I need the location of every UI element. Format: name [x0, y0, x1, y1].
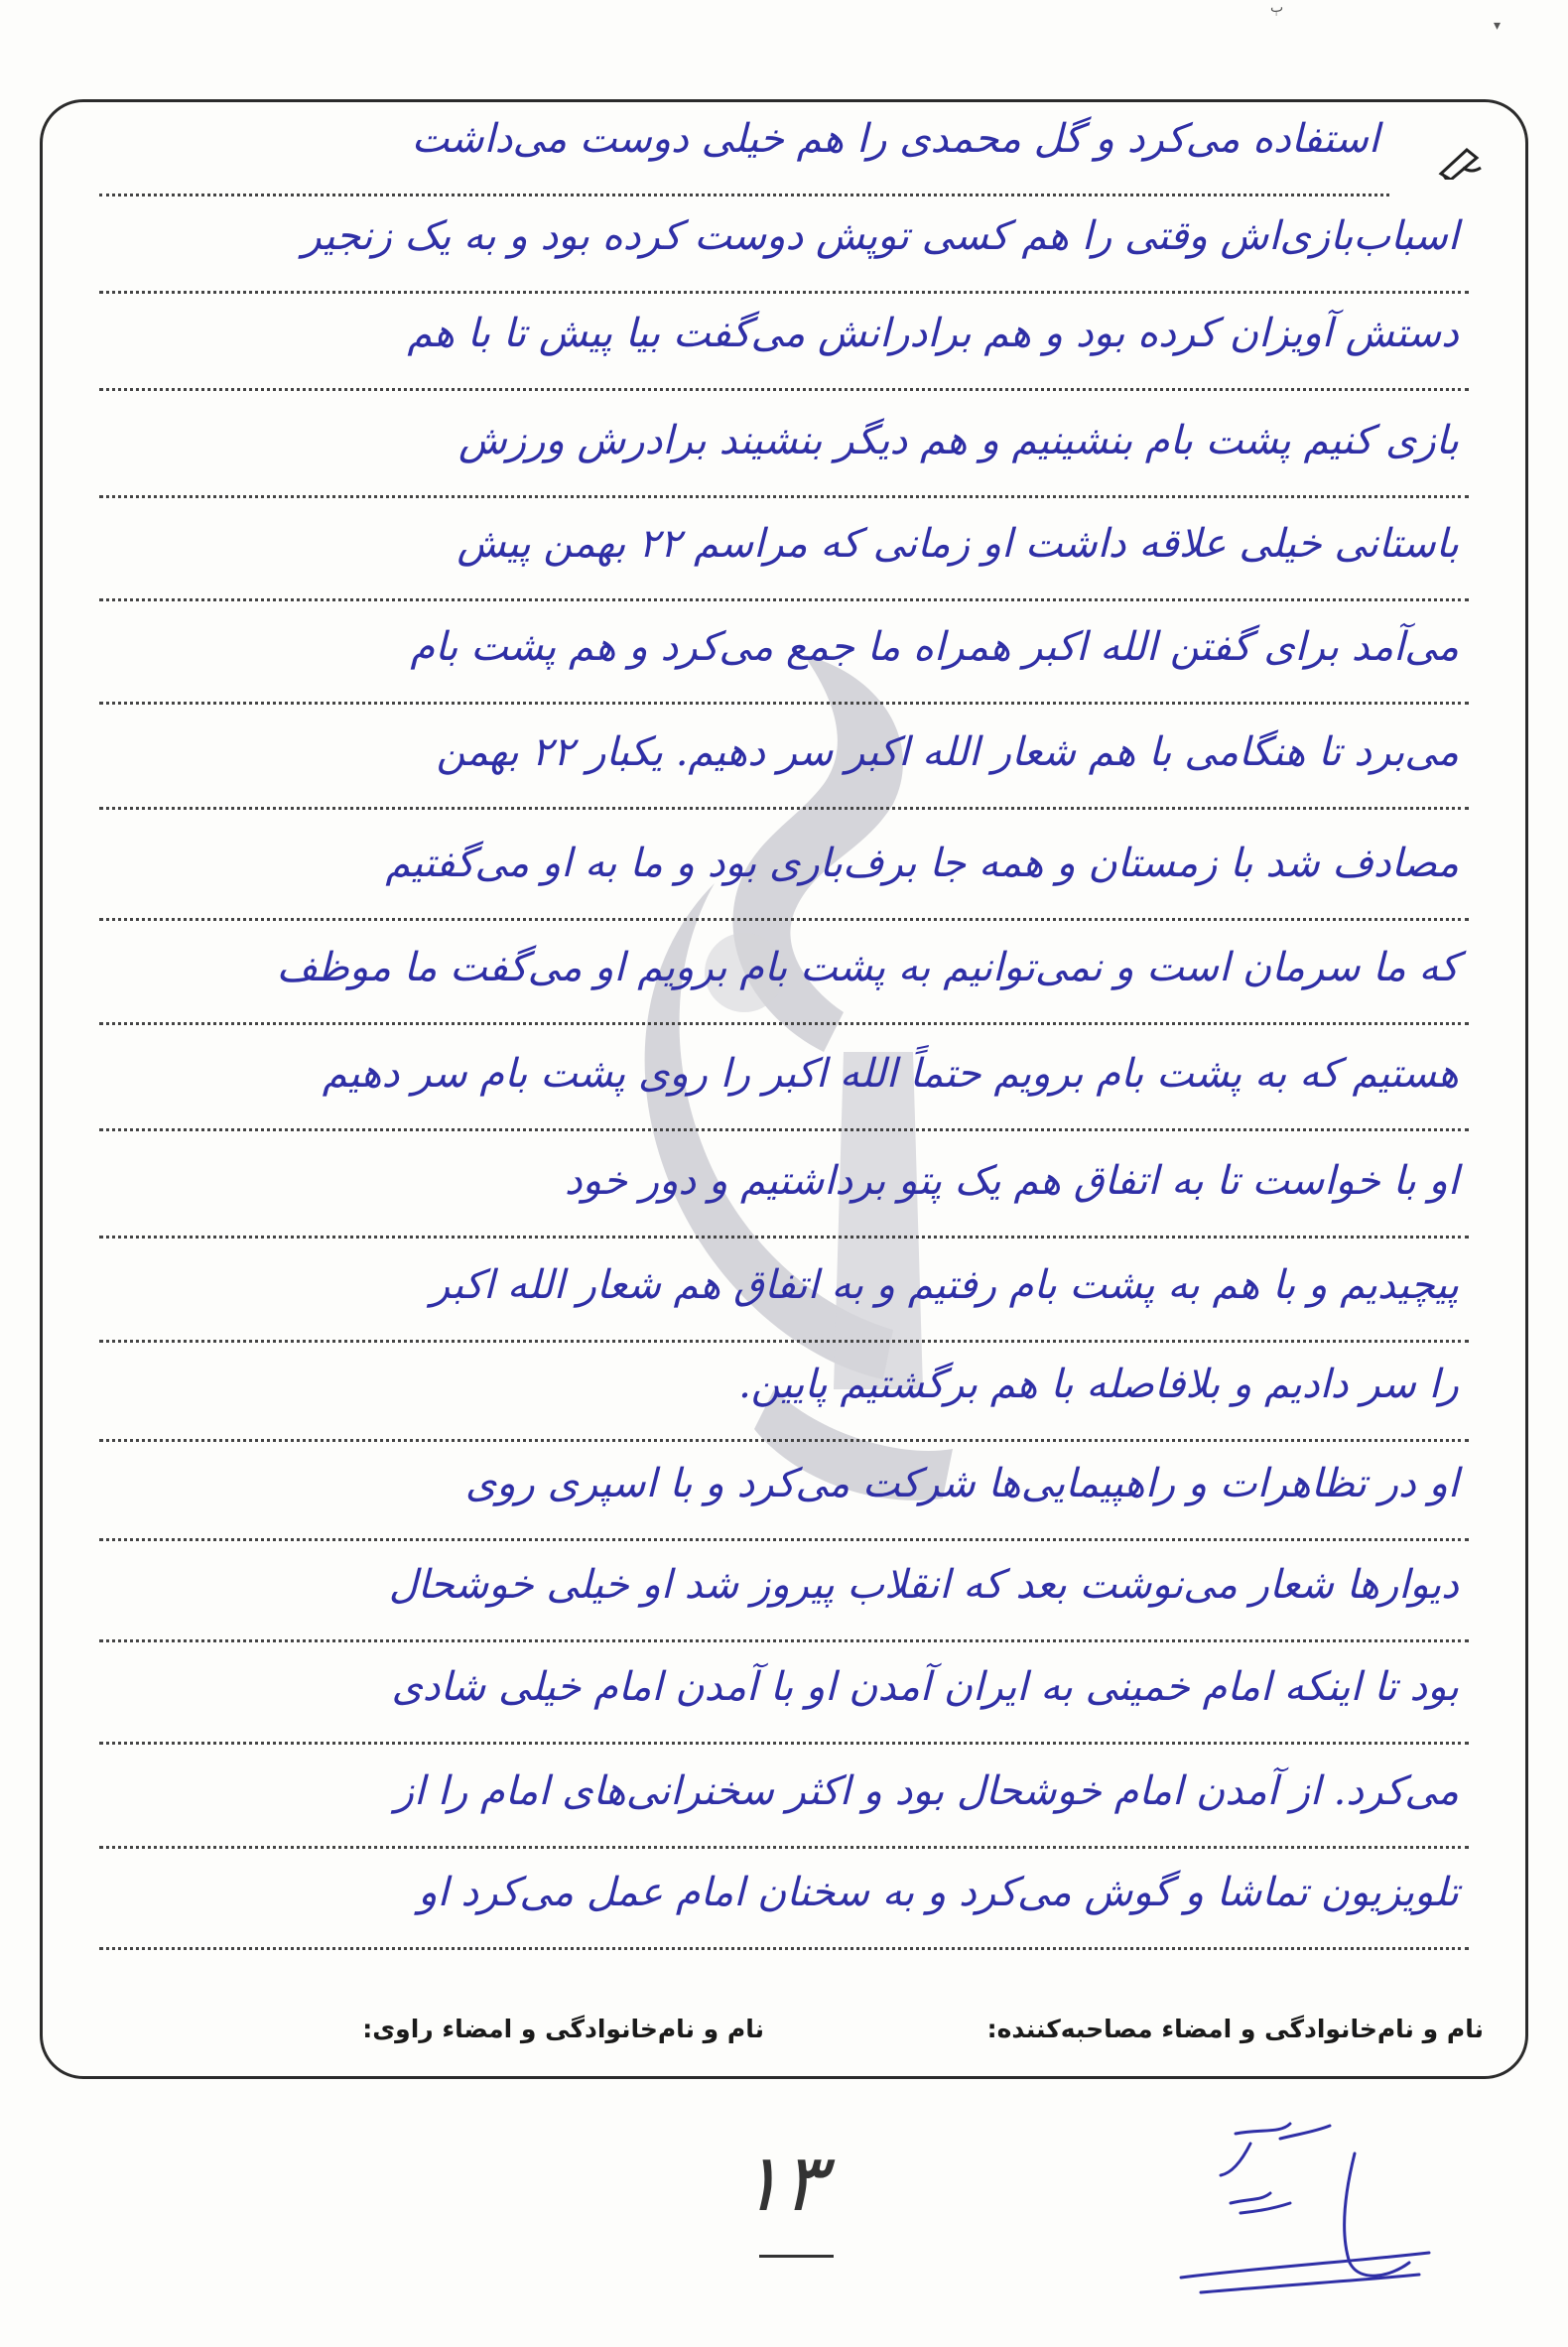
handwritten-line: می‌آمد برای گفتن الله اکبر همراه ما جمع می‌کرد و هم پشت بام [99, 607, 1469, 705]
handwritten-line: هستیم که به پشت بام برویم حتماً الله اکبر را روی پشت بام سر دهیم [99, 1034, 1469, 1131]
handwritten-line: تلویزیون تماشا و گوش می‌کرد و به سخنان امام عمل می‌کرد او [99, 1853, 1469, 1950]
handwritten-line: مصادف شد با زمستان و همه جا برف‌باری بود و ما به او می‌گفتیم [99, 824, 1469, 921]
handwritten-line: استفاده می‌کرد و گل محمدی را هم خیلی دوست می‌داشت [99, 99, 1389, 196]
handwritten-line: اسباب‌بازی‌اش وقتی را هم کسی توپش دوست کرده بود و به یک زنجیر [99, 196, 1469, 294]
handwritten-line: می‌برد تا هنگامی با هم شعار الله اکبر سر دهیم. یکبار ۲۲ بهمن [99, 713, 1469, 810]
page-number-underline [759, 2255, 834, 2258]
corner-mark: ▾ [1494, 18, 1502, 34]
handwritten-line: بود تا اینکه امام خمینی به ایران آمدن او با آمدن امام خیلی شادی [99, 1647, 1469, 1745]
handwritten-line: باستانی خیلی علاقه داشت او زمانی که مراسم ۲۲ بهمن پیش [99, 504, 1469, 601]
pen-icon [1437, 144, 1483, 180]
handwritten-line: او در تظاهرات و راهپیمایی‌ها شرکت می‌کرد و با اسپری روی [99, 1444, 1469, 1541]
handwritten-line: او با خواست تا به اتفاق هم یک پتو برداشتیم و دور خود [99, 1141, 1469, 1239]
handwritten-line: دستش آویزان کرده بود و هم برادرانش می‌گفت بیا پیش تا با هم [99, 294, 1469, 391]
handwritten-line: بازی کنیم پشت بام بنشینیم و هم دیگر بنشیند برادرش ورزش [99, 401, 1469, 498]
corner-mark: ٻ [1270, 0, 1284, 16]
handwritten-line: که ما سرمان است و نمی‌توانیم به پشت بام برویم او می‌گفت ما موظف [99, 928, 1469, 1025]
handwritten-line: دیوارها شعار می‌نوشت بعد که انقلاب پیروز شد او خیلی خوشحال [99, 1545, 1469, 1642]
handwritten-signature [1141, 2104, 1439, 2302]
narrator-signature-label: نام و نام‌خانوادگی و امضاء راوی: [362, 2015, 764, 2043]
handwritten-line: را سر دادیم و بلافاصله با هم برگشتیم پایین. [99, 1345, 1469, 1442]
interviewer-signature-label: نام و نام‌خانوادگی و امضاء مصاحبه‌کننده: [986, 2015, 1484, 2043]
handwritten-line: پیچیدیم و با هم به پشت بام رفتیم و به اتفاق هم شعار الله اکبر [99, 1245, 1469, 1343]
handwritten-line: می‌کرد. از آمدن امام خوشحال بود و اکثر سخنرانی‌های امام را از [99, 1752, 1469, 1849]
page-number: ۱۳ [739, 2137, 825, 2229]
